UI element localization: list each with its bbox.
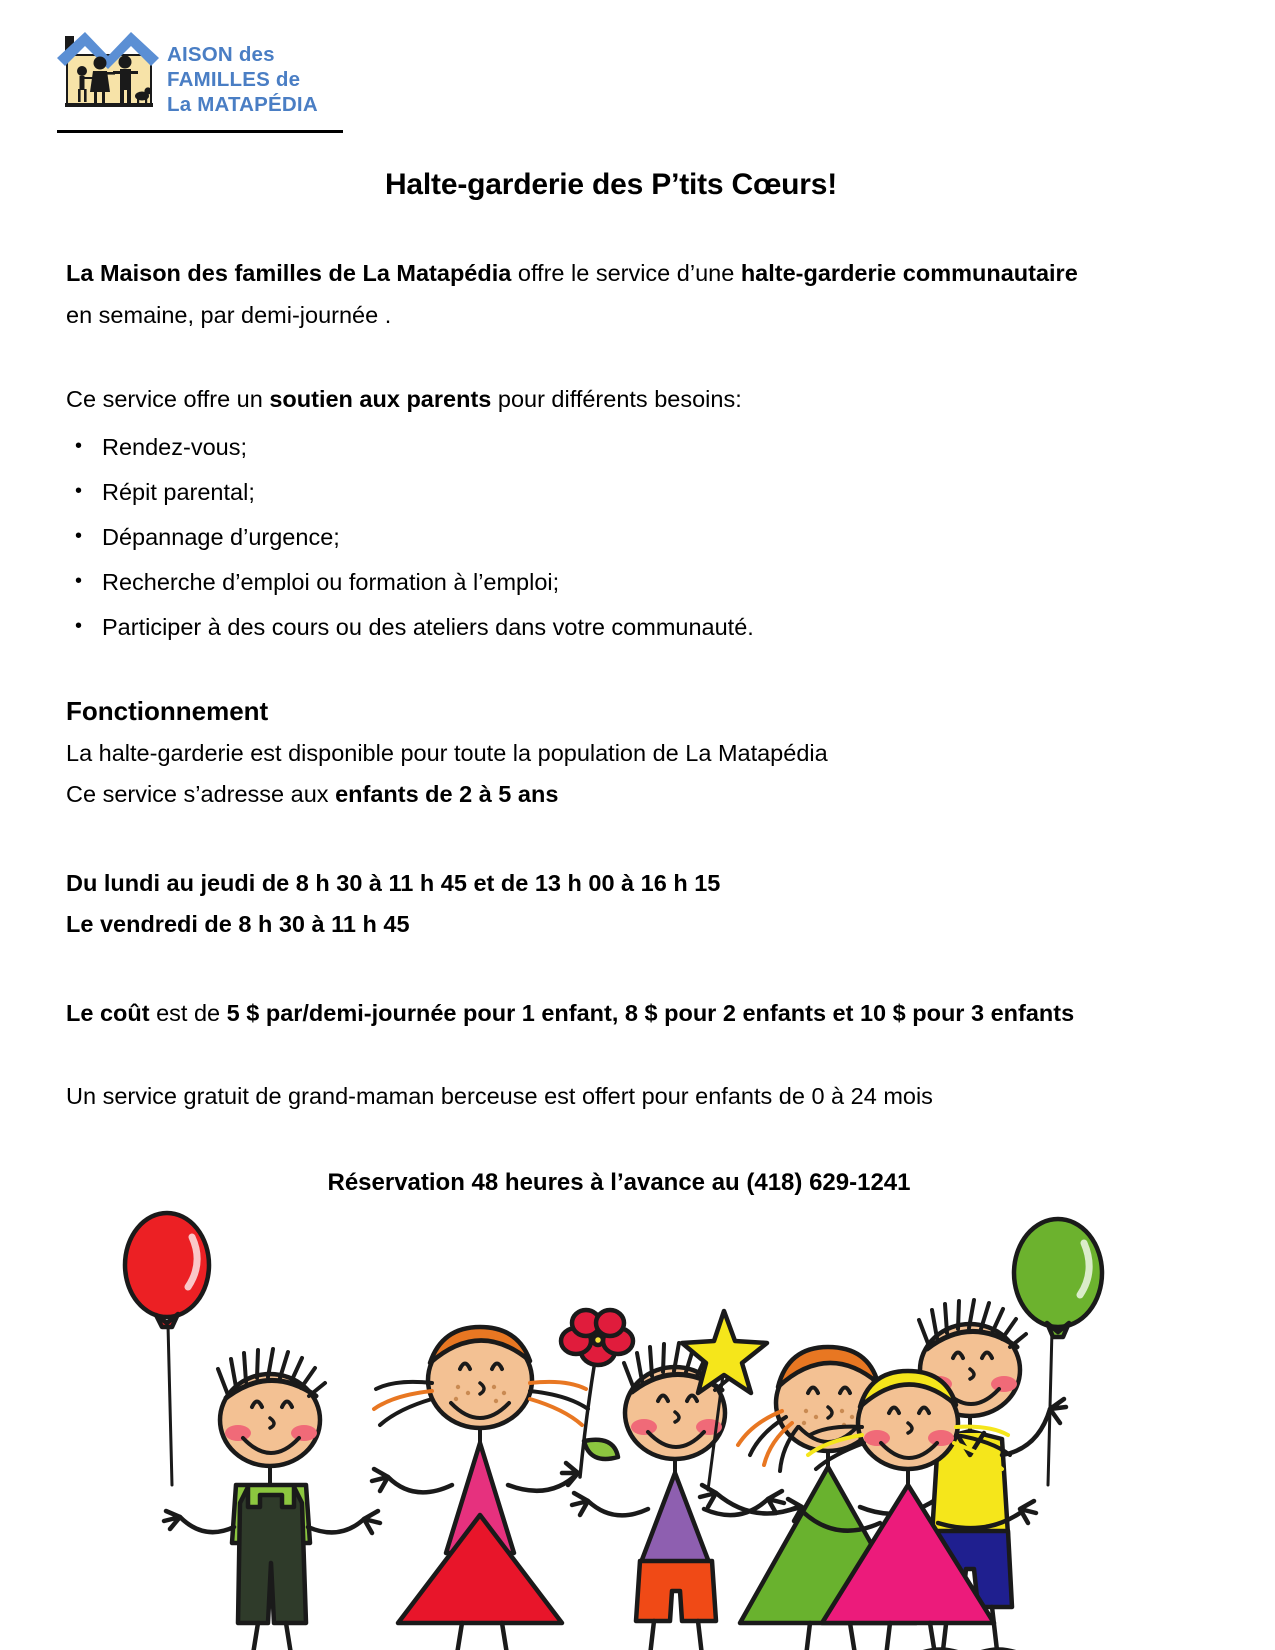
intro-mid: offre le service d’une bbox=[511, 260, 741, 286]
free-service-line: Un service gratuit de grand-maman berceuse est offert pour enfants de 0 à 24 mois bbox=[66, 1083, 933, 1109]
cost-mid: est de bbox=[149, 1000, 227, 1026]
list-item: • Recherche d’emploi ou formation à l’emploi; bbox=[66, 561, 1156, 604]
needs-intro-bold: soutien aux parents bbox=[269, 386, 492, 412]
reservation-line: Réservation 48 heures à l’avance au (418) 629-1241 bbox=[327, 1169, 911, 1196]
list-item: • Participer à des cours ou des ateliers dans votre communauté. bbox=[66, 606, 1156, 649]
cost-bold-tail: 5 $ par/demi-journée pour 1 enfant, 8 $ pour 2 enfants et 10 $ pour 3 enfants bbox=[226, 1000, 1075, 1026]
needs-intro bbox=[66, 378, 1156, 420]
intro-bold-tail: halte-garderie communautaire bbox=[740, 260, 1078, 286]
logo-line-3: La MATAPÉDIA bbox=[167, 93, 318, 116]
document-body bbox=[66, 0, 1156, 1197]
list-item: • Répit parental; bbox=[66, 471, 1156, 514]
schedule-friday: Le vendredi de 8 h 30 à 11 h 45 bbox=[66, 911, 410, 937]
fonctionnement-line-1: La halte-garderie est disponible pour toute la population de La Matapédia bbox=[66, 740, 828, 766]
cost-bold-lead: Le coût bbox=[66, 1000, 150, 1026]
intro-paragraph bbox=[66, 252, 1156, 294]
needs-intro-post: pour différents besoins: bbox=[491, 386, 742, 412]
section-heading-fonctionnement: Fonctionnement bbox=[66, 696, 269, 726]
intro-second-line: en semaine, par demi-journée . bbox=[66, 302, 392, 328]
list-item: • Rendez-vous; bbox=[66, 426, 1156, 469]
cost-line bbox=[66, 993, 1156, 1034]
logo-line-2: FAMILLES de bbox=[167, 68, 301, 91]
page-title: Halte-garderie des P’tits Cœurs! bbox=[384, 168, 838, 201]
intro-bold-lead: La Maison des familles de La Matapédia bbox=[66, 260, 512, 286]
children-clipart bbox=[110, 1155, 1110, 1650]
logo-line-1: AISON des bbox=[167, 43, 275, 66]
needs-list bbox=[66, 426, 1156, 649]
fonctionnement-line-2-bold: enfants de 2 à 5 ans bbox=[335, 781, 559, 807]
fonctionnement-line-2-pre: Ce service s’adresse aux bbox=[66, 781, 336, 807]
schedule-weekdays: Du lundi au jeudi de 8 h 30 à 11 h 45 et de 13 h 00 à 16 h 15 bbox=[66, 870, 721, 896]
list-item: • Dépannage d’urgence; bbox=[66, 516, 1156, 559]
needs-intro-pre: Ce service offre un bbox=[66, 386, 270, 412]
fonctionnement-line-2 bbox=[66, 774, 1156, 815]
